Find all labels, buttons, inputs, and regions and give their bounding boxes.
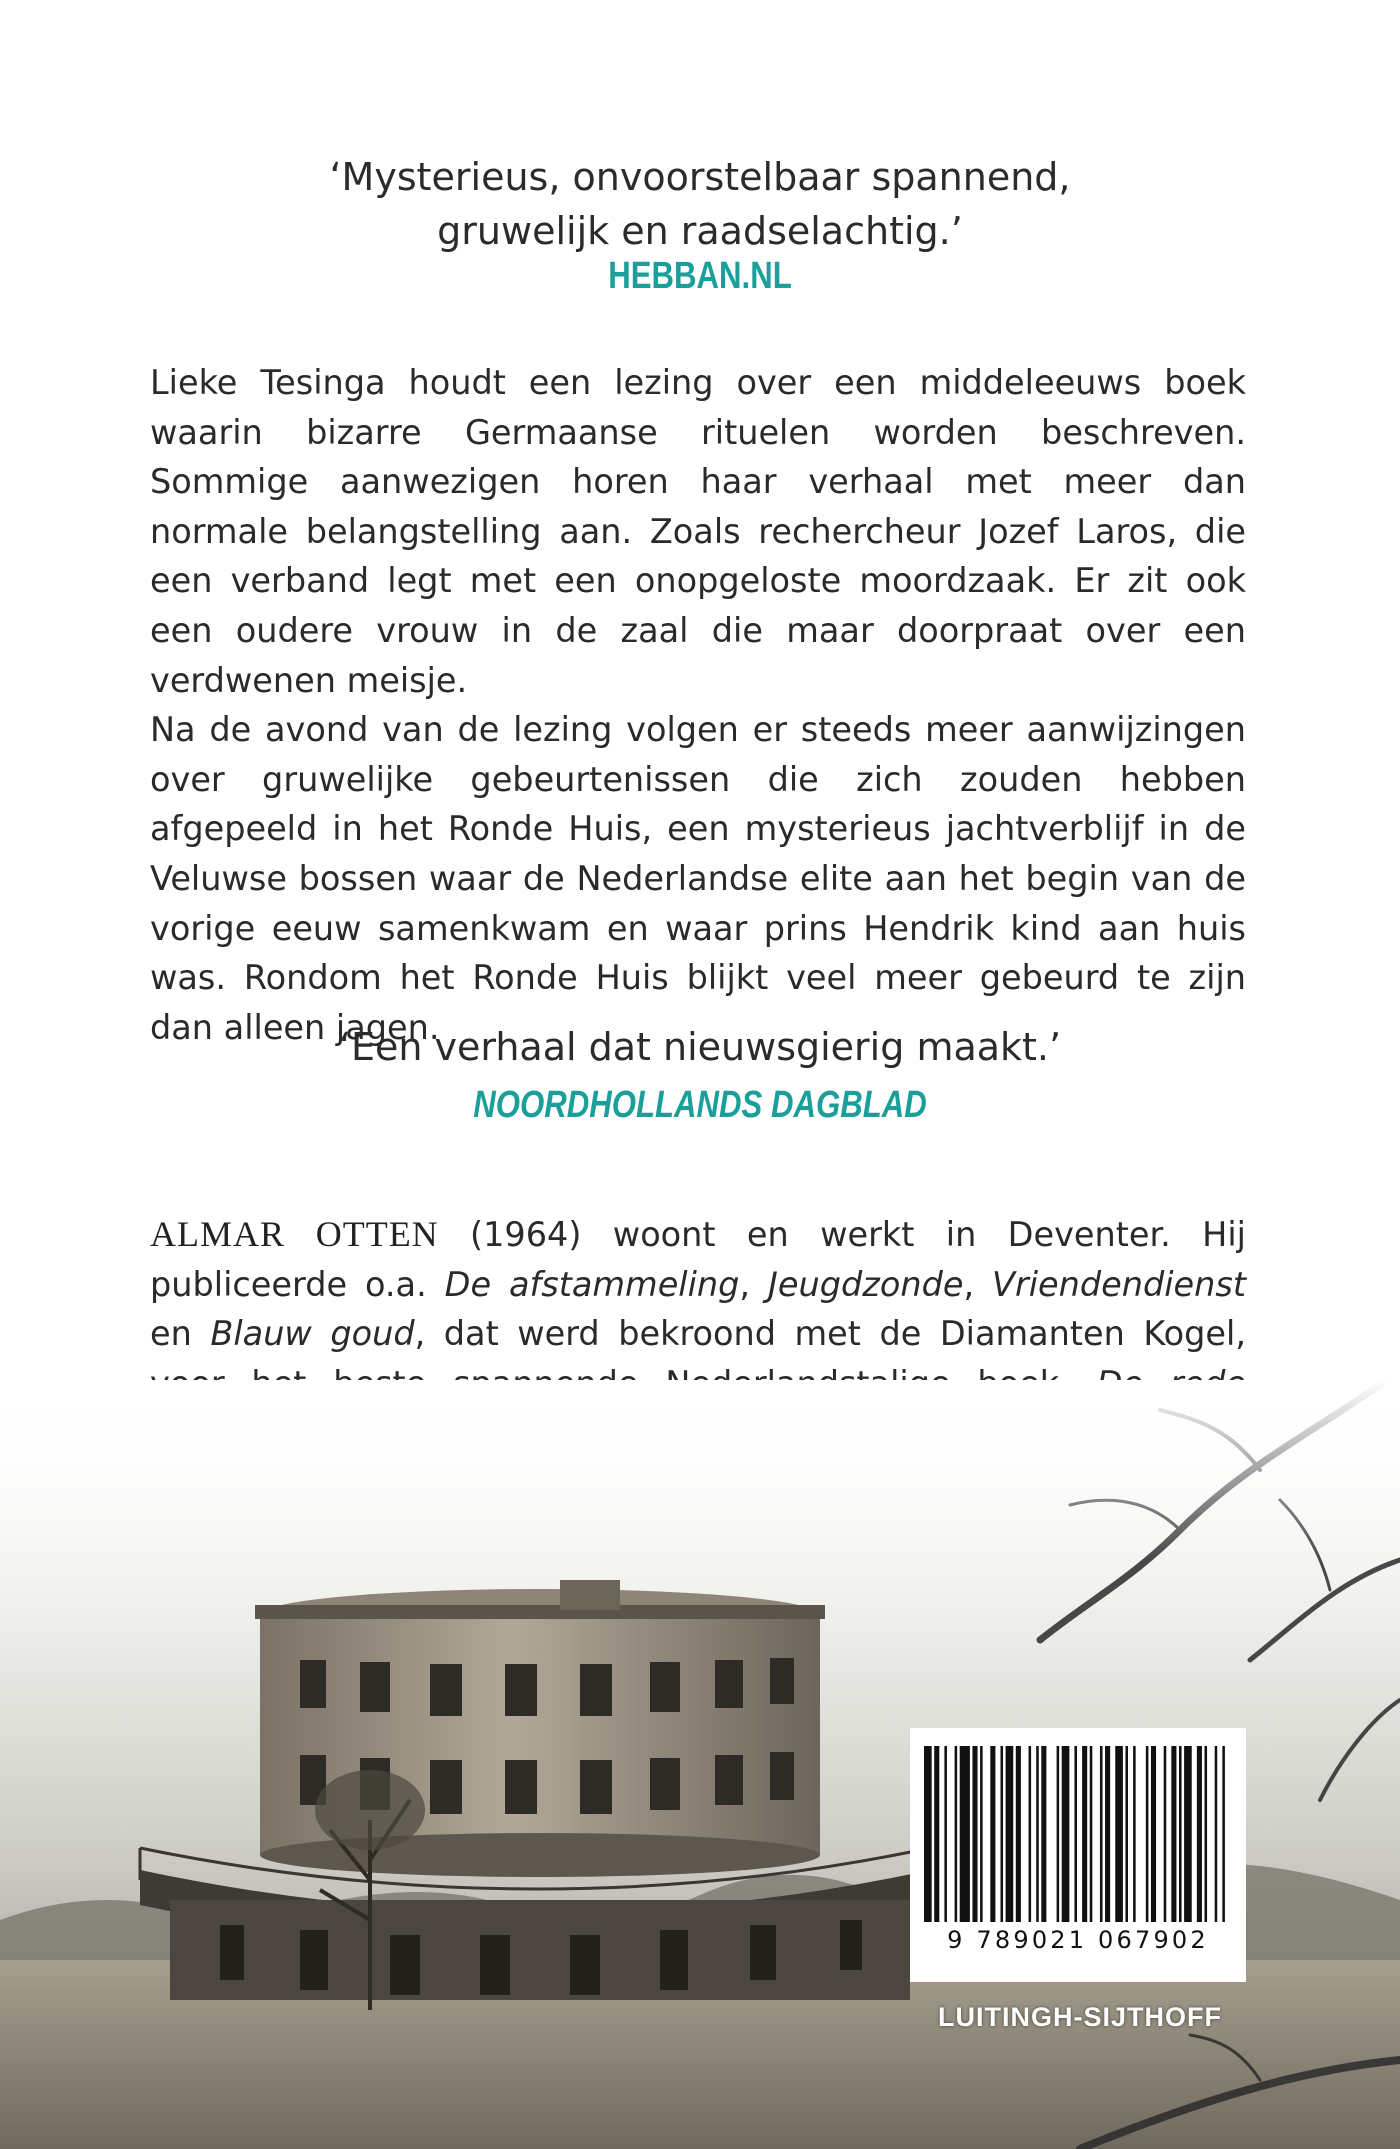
author-bio-text: , [739,1264,768,1304]
quote-middle-source: NOORDHOLLANDS DAGBLAD [473,1084,927,1126]
author-bio-text: , dat werd bekroond met de Diamanten Kogel, [414,1314,1246,1354]
blurb-paragraph-1: Lieke Tesinga houdt een lezing over een middeleeuws boek waarin bizarre Germaanse rituelen worden beschreven. Sommige aanwezigen horen haar verhaal met meer dan normale belangstelling aan. Zoals rechercheur Jozef Laros, die een verband legt met een onopgeloste moordzaak. Er zit ook een oudere vrouw in de zaal die maar doorpraat over een verdwenen meisje. [150,363,1246,700]
quote-middle-line-1: ‘Een verhaal dat nieuwsgierig maakt.’ [338,1025,1062,1069]
blurb-paragraph-2: Na de avond van de lezing volgen er steeds meer aanwijzingen over gruwelijke gebeurtenissen die zich zouden hebben afgepeeld in het Ronde Huis, een mysterieus jachtverblijf in de Veluwse bossen waar de Nederlandse elite aan het begin van de vorige eeuw samenkwam en waar prins Hendrik kind aan huis was. Rondom het Ronde Huis blijkt veel meer gebeurd te zijn dan alleen jagen. [150,710,1246,1047]
book-title: De afstammeling [444,1264,740,1304]
author-bio-text: en [150,1314,211,1354]
quote-top [0,150,1400,258]
author-bio-text: , [963,1264,993,1304]
author-bio-text: (1964) woont en werkt in Deventer. Hij publiceerde o.a. [150,1215,1246,1304]
quote-top-source: HEBBAN.NL [608,255,792,297]
quote-middle [0,1020,1400,1074]
publisher-logo: LUITINGH-SIJTHOFF [938,2002,1222,2032]
book-title: Blauw goud [210,1314,415,1354]
barcode-digits: 9 789021 067902 [947,1926,1209,1954]
author-name: ALMAR OTTEN [150,1214,439,1254]
book-title: Jeugdzonde [768,1264,964,1304]
barcode [910,1728,1246,1982]
blurb [150,358,1246,1052]
quote-top-line-2: gruwelijk en raadselachtig.’ [437,209,963,253]
book-title: Vriendendienst [992,1264,1246,1304]
quote-top-line-1: ‘Mysterieus, onvoorstelbaar spannend, [329,155,1071,199]
